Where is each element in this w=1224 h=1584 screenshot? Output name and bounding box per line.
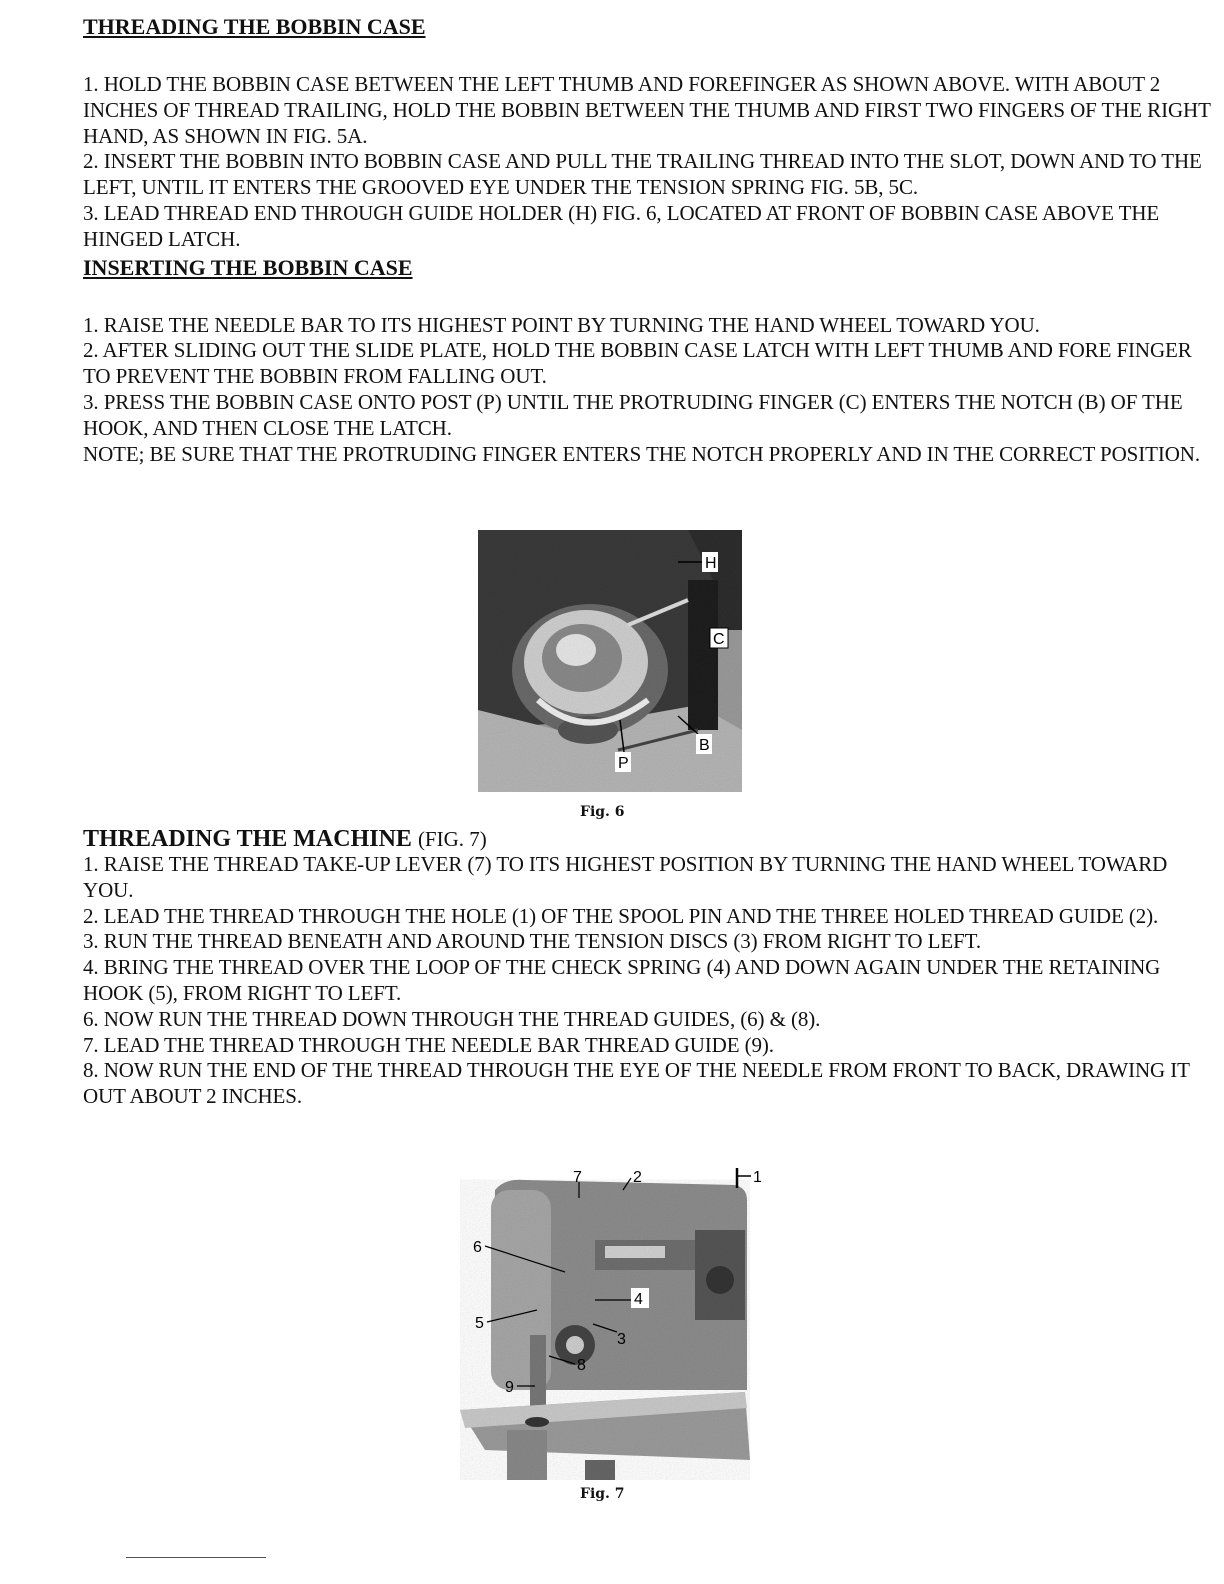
- fig7-label-4: 4: [634, 1291, 643, 1308]
- section-heading-threading-machine: [83, 826, 1213, 852]
- footer-divider: [126, 1557, 266, 1558]
- bobbin-photo-illustration: [478, 530, 742, 792]
- section3-step-3: 3. RUN THE THREAD BENEATH AND AROUND THE TENSION DISCS (3) FROM RIGHT TO LEFT.: [83, 929, 981, 954]
- figure-6-caption: Fig. 6: [580, 804, 625, 820]
- section2-note: NOTE; BE SURE THAT THE PROTRUDING FINGER ENTERS THE NOTCH PROPERLY AND IN THE CORRECT POSITION.: [83, 441, 1201, 466]
- sewing-machine-illustration: [455, 1160, 775, 1490]
- figure-7-machine-photo: [455, 1160, 775, 1490]
- fig6-label-c: C: [713, 631, 725, 648]
- section3-step-7: 7. LEAD THE THREAD THROUGH THE NEEDLE BAR THREAD GUIDE (9).: [83, 1032, 774, 1057]
- section2-step-1: 1. RAISE THE NEEDLE BAR TO ITS HIGHEST POINT BY TURNING THE HAND WHEEL TOWARD YOU.: [83, 312, 1040, 337]
- section3-heading-suffix: (FIG. 7): [417, 827, 487, 851]
- section3-step-2: 2. LEAD THE THREAD THROUGH THE HOLE (1) OF THE SPOOL PIN AND THE THREE HOLED THREAD GUIDE (2).: [83, 903, 1159, 928]
- page-text-bottom: [83, 826, 1213, 1110]
- section-heading-inserting-bobbin-case: INSERTING THE BOBBIN CASE: [83, 254, 413, 280]
- fig7-label-8: 8: [577, 1357, 586, 1374]
- page-text-top: [83, 14, 1213, 467]
- figure-7-caption: Fig. 7: [580, 1486, 625, 1502]
- section3-step-8: 8. NOW RUN THE END OF THE THREAD THROUGH THE EYE OF THE NEEDLE FROM FRONT TO BACK, DRAWING IT OUT ABOUT 2 INCHES.: [83, 1058, 1190, 1109]
- section1-step-2: 2. INSERT THE BOBBIN INTO BOBBIN CASE AND PULL THE TRAILING THREAD INTO THE SLOT, DOWN AND TO THE LEFT, UNTIL IT ENTERS THE GROOVED EYE UNDER THE TENSION SPRING FIG. 5B, 5C.: [83, 149, 1202, 200]
- section2-step-3: 3. PRESS THE BOBBIN CASE ONTO POST (P) UNTIL THE PROTRUDING FINGER (C) ENTERS THE NOTCH (B) OF THE HOOK, AND THEN CLOSE THE LATCH.: [83, 389, 1183, 440]
- section2-step-2: 2. AFTER SLIDING OUT THE SLIDE PLATE, HOLD THE BOBBIN CASE LATCH WITH LEFT THUMB AND FORE FINGER TO PREVENT THE BOBBIN FROM FALLING OUT.: [83, 338, 1192, 389]
- fig6-label-b: B: [699, 737, 710, 754]
- section-heading-threading-bobbin-case: THREADING THE BOBBIN CASE: [83, 14, 426, 39]
- section3-step-4: 4. BRING THE THREAD OVER THE LOOP OF THE CHECK SPRING (4) AND DOWN AGAIN UNDER THE RETAINING HOOK (5), FROM RIGHT TO LEFT.: [83, 955, 1161, 1005]
- fig7-label-1: 1: [753, 1169, 762, 1186]
- fig7-label-9: 9: [505, 1379, 514, 1396]
- figure-6-bobbin-photo: [478, 530, 742, 792]
- fig7-label-2: 2: [633, 1169, 642, 1186]
- section1-step-1: 1. HOLD THE BOBBIN CASE BETWEEN THE LEFT THUMB AND FOREFINGER AS SHOWN ABOVE. WITH ABOUT 2 INCHES OF THREAD TRAILING, HOLD THE BOBBIN BETWEEN THE THUMB AND FIRST TWO FINGERS OF THE RIGHT HAND, AS SHOWN IN FIG. 5A.: [83, 72, 1211, 148]
- section3-heading-title: THREADING THE MACHINE: [83, 826, 412, 852]
- fig6-label-p: P: [618, 755, 629, 772]
- fig6-label-h: H: [705, 555, 717, 572]
- section1-step-3: 3. LEAD THREAD END THROUGH GUIDE HOLDER (H) FIG. 6, LOCATED AT FRONT OF BOBBIN CASE ABOVE THE HINGED LATCH.: [83, 200, 1160, 251]
- section3-step-6: 6. NOW RUN THE THREAD DOWN THROUGH THE THREAD GUIDES, (6) & (8).: [83, 1006, 821, 1031]
- fig7-label-6: 6: [473, 1239, 482, 1256]
- fig7-label-5: 5: [475, 1315, 484, 1332]
- fig7-label-3: 3: [617, 1331, 626, 1348]
- fig7-label-7: 7: [573, 1169, 582, 1186]
- section3-step-1: 1. RAISE THE THREAD TAKE-UP LEVER (7) TO ITS HIGHEST POSITION BY TURNING THE HAND WHEEL TOWARD YOU.: [83, 852, 1168, 902]
